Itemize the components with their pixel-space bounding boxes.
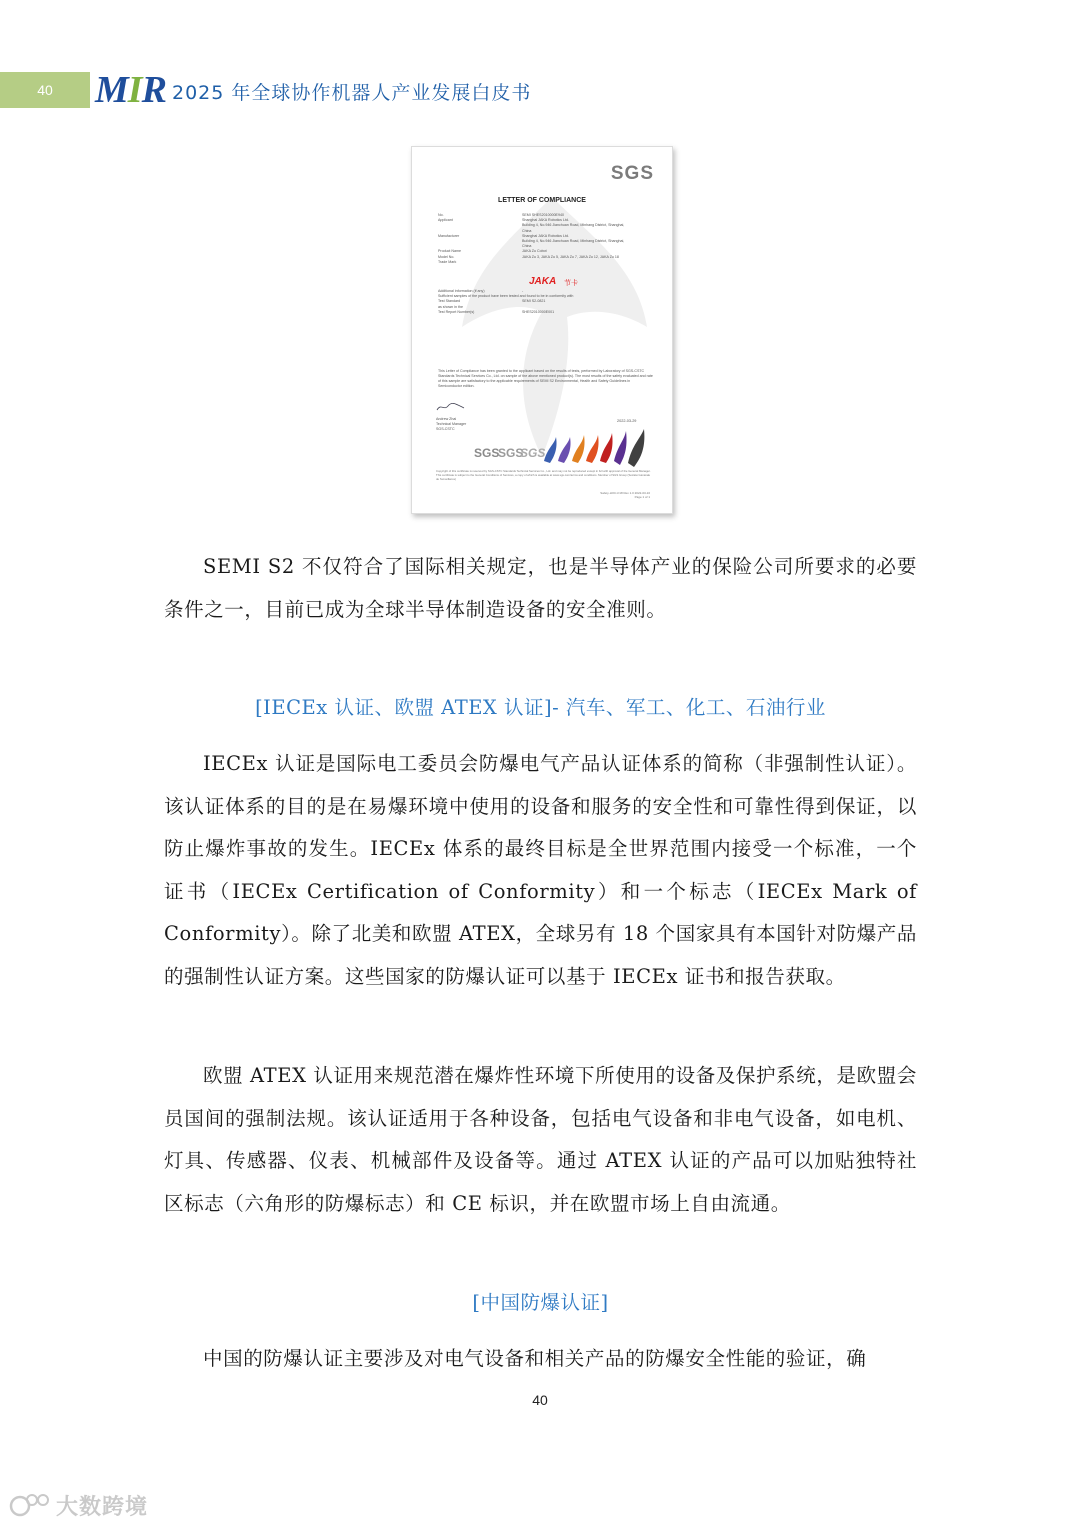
- header-title: 2025 年全球协作机器人产业发展白皮书: [172, 82, 532, 104]
- header-page-number: 40: [37, 82, 53, 98]
- certificate-heading: LETTER OF COMPLIANCE: [498, 197, 586, 204]
- certificate-details: [438, 213, 658, 265]
- svg-text:SGS: SGS: [520, 446, 546, 460]
- certificate-row: Building 4, No.946 Jianchuan Road, Minhang District, Shanghai,: [522, 239, 625, 244]
- jaka-logo-cn: 节卡: [564, 280, 578, 287]
- footer-page-number: 40: [532, 1392, 548, 1408]
- certificate-footer: Copyright of this certificate is reserved by SGS-CSTC Standards Technical Services Co., Ltd. and may not be reproduced except in full with approval of the General Manager. This certificate is subject to the General Conditions of Services, a copy of which is available at www.sgs.com/terms and conditions. Member of SGS Group (Société Générale de Surveillance): [436, 469, 651, 481]
- paragraph-iecex: IECEx 认证是国际电工委员会防爆电气产品认证体系的简称（非强制性认证）。该认证体系的目的是在易爆环境中使用的设备和服务的安全性和可靠性得到保证，以防止爆炸事故的发生。IECEx 体系的最终目标是全世界范围内接受一个标准，一个证书（IECEx Certification of Conformity）和一个标志（IECEx Mark of Conformity）。除了北美和欧盟 ATEX，全球另有 18 个国家具有本国针对防爆产品的强制性认证方案。这些国家的防爆认证可以基于 IECEx 证书和报告获取。: [164, 752, 917, 988]
- section-heading-iecex-atex: [IECEx 认证、欧盟 ATEX 认证]- 汽车、军工、化工、石油行业: [255, 696, 826, 719]
- certificate-row: Trade Mark: [438, 259, 457, 264]
- certificate-date: 2022-03-29: [617, 419, 637, 423]
- certificate-row: Manufacturer Shanghai JAKA Robotics Ltd.: [438, 233, 569, 238]
- svg-text:SGS: SGS: [498, 446, 524, 460]
- certificate-row: Test Standard SEMI S2-0821: [438, 299, 546, 304]
- certificate-row: Building 4, No.946 Jianchuan Road, Minhang District, Shanghai,: [522, 223, 625, 228]
- logo-letter-m: M: [95, 69, 128, 111]
- certificate-row: China: [522, 228, 532, 233]
- sgs-logo: SGS: [610, 163, 654, 184]
- watermark-text: 大数跨境: [56, 1494, 149, 1520]
- sgs-repeat-text: SGS: [474, 446, 500, 460]
- certificate-row: as shown in the: [438, 304, 463, 309]
- watermark-logo: [8, 1488, 148, 1522]
- certificate-details-2: [438, 289, 658, 315]
- certificate-row: Additional information (if any) -: [438, 289, 524, 293]
- watermark-icon: [8, 1490, 52, 1520]
- certificate-signer: Andrew Zhai Technical Manager SGS-CSTC: [436, 399, 516, 432]
- paragraph-china-ex: 中国的防爆认证主要涉及对电气设备和相关产品的防爆安全性能的验证，确: [203, 1347, 867, 1370]
- certificate-row: No. SEMI SHES2010000E940: [438, 213, 564, 217]
- certificate-statement: This Letter of Compliance has been granted to the applicant based on the results of tests, performed by Laboratory of SGS-CSTC Standards Technical Services Co., Ltd. on sample of the above mentioned product(s). The most results of the safety evaluated and rate of this sample are satisfactory to the applicable requirements of SEMI S2 Environmental, Health and Safety Guidelines in Semiconductor edition.: [438, 369, 653, 388]
- certificate-row: Applicant Shanghai JAKA Robotics Ltd.: [438, 218, 569, 223]
- certificate-row: Test Report Number(s) SHES2010000E001: [438, 309, 555, 314]
- jaka-logo: JAKA: [529, 276, 557, 287]
- signature-icon: [436, 402, 466, 412]
- certificate-row: Model No. JAKA Zu 3, JAKA Zu 5, JAKA Zu 7, JAKA Zu 12, JAKA Zu 18: [438, 254, 619, 259]
- certificate-page-ref: Safety-HOC-F18 Rev 1.0 2022-03-10 Page 1 of 1: [600, 491, 650, 499]
- logo-letter-r: R: [141, 69, 166, 111]
- certificate-row: Sufficient samples of the product have been tested and found to be in conformity with: [438, 294, 574, 299]
- paragraph-atex: 欧盟 ATEX 认证用来规范潜在爆炸性环境下所使用的设备及保护系统，是欧盟会员国间的强制法规。该认证适用于各种设备，包括电气设备和非电气设备，如电机、灯具、传感器、仪表、机械部件及设备等。通过 ATEX 认证的产品可以加贴独特社区标志（六角形的防爆标志）和 CE 标识，并在欧盟市场上自由流通。: [164, 1064, 917, 1215]
- certificate-image: [411, 146, 673, 514]
- certificate-row: Product Name JAKA Zu Cobot: [438, 249, 547, 254]
- logo-letter-i: I: [127, 69, 142, 111]
- certificate-row: China: [522, 244, 532, 249]
- paragraph-semi-s2: SEMI S2 不仅符合了国际相关规定，也是半导体产业的保险公司所要求的必要条件之一，目前已成为全球半导体制造设备的安全准则。: [164, 555, 917, 621]
- section-heading-china-ex: [中国防爆认证]: [472, 1291, 609, 1314]
- sgs-eagles-logo-icon: [474, 427, 664, 471]
- mir-logo: [95, 70, 166, 110]
